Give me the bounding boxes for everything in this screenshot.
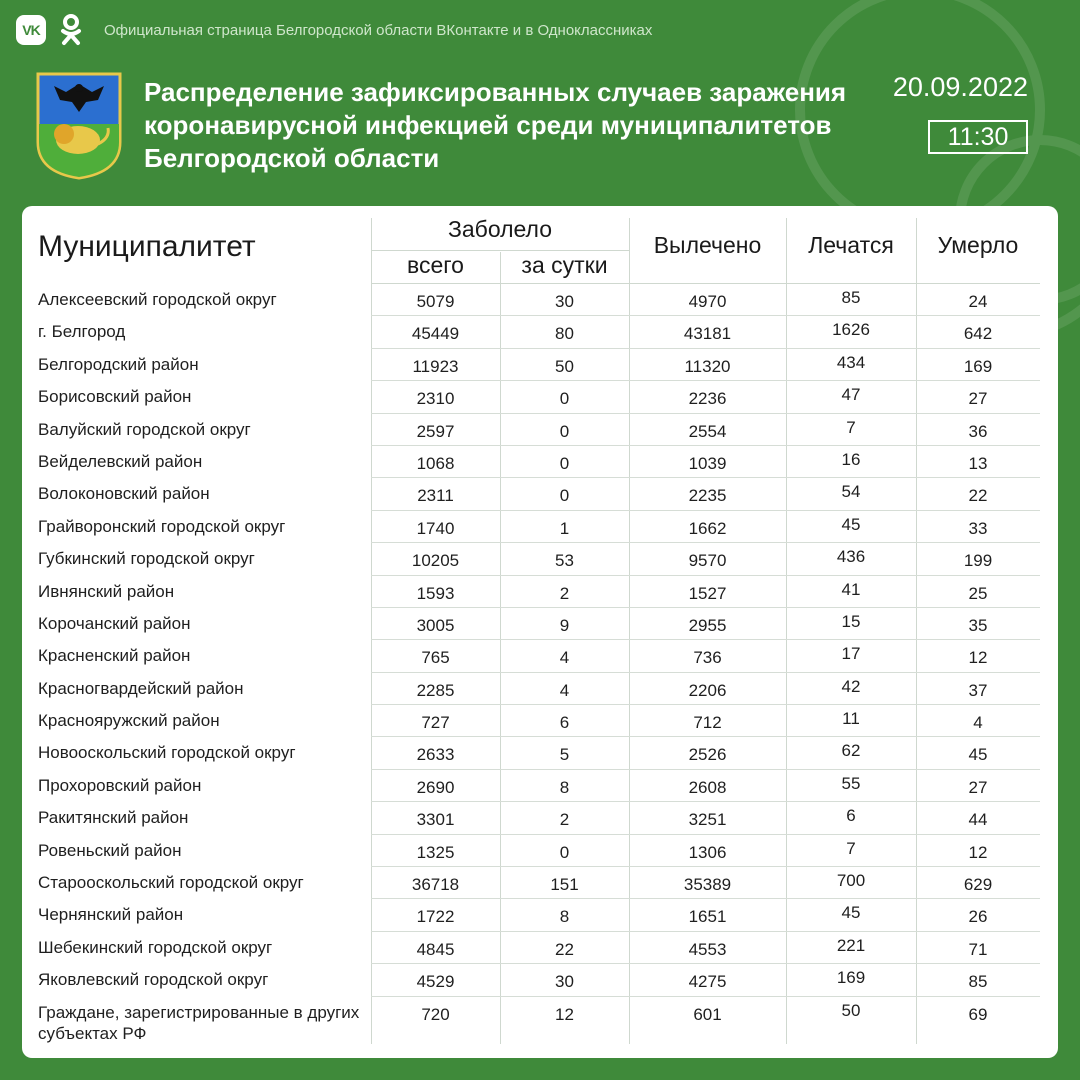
cell-died: 44 <box>968 810 988 830</box>
cell-recovered: 1651 <box>688 907 727 927</box>
cell-died: 642 <box>963 324 993 344</box>
col-recovered: Вылечено <box>653 232 762 258</box>
cell-municipality: Грайворонский городской округ <box>38 516 286 536</box>
cell-infected-total: 4845 <box>416 939 455 959</box>
header <box>36 72 1046 184</box>
cell-treated: 7 <box>846 417 856 437</box>
cell-municipality: Вейделевский район <box>38 451 203 471</box>
cell-municipality: Прохоровский район <box>38 775 202 795</box>
cell-infected-total: 1740 <box>416 518 455 538</box>
cell-died: 199 <box>963 551 993 571</box>
cell-recovered: 9570 <box>688 551 727 571</box>
vk-icon[interactable]: VK <box>16 15 46 45</box>
cell-municipality: Старооскольский городской округ <box>38 873 304 893</box>
col-infected-total: всего <box>407 252 464 278</box>
cell-recovered: 1662 <box>688 518 727 538</box>
cell-infected-total: 3005 <box>416 615 455 635</box>
cell-treated: 50 <box>841 1000 861 1020</box>
cell-treated: 6 <box>846 806 856 826</box>
cell-infected-total: 1593 <box>416 583 455 603</box>
cell-died: 27 <box>968 777 988 797</box>
table-header <box>22 206 1058 284</box>
cell-treated: 17 <box>841 644 861 664</box>
cell-municipality: Губкинский городской округ <box>38 549 255 569</box>
cell-treated: 47 <box>841 385 861 405</box>
table-row <box>22 770 1058 802</box>
cell-municipality: Шебекинский городской округ <box>38 937 273 957</box>
cell-infected-day: 2 <box>559 583 570 603</box>
cell-died: 22 <box>968 486 988 506</box>
cell-treated: 55 <box>841 773 861 793</box>
cell-recovered: 4275 <box>688 972 727 992</box>
cell-infected-day: 5 <box>559 745 570 765</box>
data-table <box>22 206 1058 1058</box>
cell-died: 13 <box>968 453 988 473</box>
table-row <box>22 446 1058 478</box>
cell-treated: 54 <box>841 482 861 502</box>
cell-treated: 42 <box>841 676 861 696</box>
cell-recovered: 11320 <box>684 356 731 376</box>
cell-municipality: Борисовский район <box>38 387 192 407</box>
cell-recovered: 2235 <box>688 486 727 506</box>
cell-infected-day: 8 <box>559 907 570 927</box>
cell-infected-day: 4 <box>559 648 570 668</box>
table-row <box>22 737 1058 769</box>
cell-municipality: Граждане, зарегистрированные в других субъектах РФ <box>38 1002 360 1043</box>
table-row <box>22 381 1058 413</box>
cell-municipality: Красногвардейский район <box>38 678 244 698</box>
belgorod-crest-icon <box>36 72 122 180</box>
cell-infected-total: 5079 <box>416 292 455 311</box>
cell-infected-total: 2285 <box>416 680 455 700</box>
table-row <box>22 899 1058 931</box>
cell-infected-day: 30 <box>555 972 574 992</box>
cell-infected-day: 0 <box>559 486 570 506</box>
cell-treated: 85 <box>841 288 861 307</box>
cell-infected-total: 11923 <box>412 356 459 376</box>
table-row <box>22 608 1058 640</box>
cell-recovered: 2608 <box>688 777 727 797</box>
cell-infected-total: 2310 <box>416 389 455 409</box>
page-title: Распределение зафиксированных случаев заражения коронавирусной инфекцией среди муниципалитетов Белгородской области <box>144 77 847 173</box>
cell-municipality: Красненский район <box>38 646 191 666</box>
cell-infected-total: 720 <box>421 1004 450 1024</box>
cell-died: 24 <box>968 292 988 311</box>
cell-infected-total: 4529 <box>416 972 455 992</box>
table-row <box>22 543 1058 575</box>
cell-died: 45 <box>968 745 988 765</box>
table-row <box>22 576 1058 608</box>
col-treated: Лечатся <box>808 232 894 258</box>
table-row <box>22 316 1058 348</box>
cell-infected-total: 1325 <box>416 842 455 862</box>
report-time: 11:30 <box>928 120 1028 154</box>
table-row <box>22 349 1058 381</box>
cell-infected-day: 4 <box>559 680 570 700</box>
cell-infected-total: 3301 <box>416 810 455 830</box>
cell-municipality: Ракитянский район <box>38 808 189 828</box>
cell-recovered: 35389 <box>683 875 732 895</box>
cell-treated: 700 <box>836 871 866 891</box>
cell-infected-total: 10205 <box>411 551 460 571</box>
cell-municipality: Новооскольский городской округ <box>38 743 296 763</box>
cell-died: 629 <box>963 875 993 895</box>
cell-recovered: 2955 <box>688 615 727 635</box>
table-row <box>22 478 1058 510</box>
cell-treated: 221 <box>836 935 866 955</box>
cell-municipality: Белгородский район <box>38 354 199 374</box>
cell-infected-day: 12 <box>555 1004 574 1024</box>
table-row <box>22 997 1058 1051</box>
cell-recovered: 736 <box>693 648 722 668</box>
cell-died: 35 <box>968 615 988 635</box>
cell-infected-total: 2633 <box>416 745 455 765</box>
cell-infected-total: 2311 <box>417 486 454 506</box>
cell-infected-day: 6 <box>559 713 570 733</box>
cell-died: 169 <box>963 356 993 376</box>
table-row <box>22 802 1058 834</box>
col-died: Умерло <box>937 232 1019 258</box>
cell-died: 27 <box>968 389 988 409</box>
table-row <box>22 964 1058 996</box>
col-infected: Заболело <box>447 216 553 242</box>
cell-recovered: 2236 <box>688 389 727 409</box>
cell-died: 25 <box>968 583 988 603</box>
table-row <box>22 867 1058 899</box>
cell-municipality: Волоконовский район <box>38 484 210 504</box>
cell-municipality: Яковлевский городской округ <box>38 970 269 990</box>
cell-treated: 434 <box>836 352 866 372</box>
header-divider <box>371 250 629 251</box>
cell-infected-total: 2690 <box>416 777 455 797</box>
cell-infected-total: 727 <box>421 713 450 733</box>
table-row <box>22 284 1058 316</box>
col-municipality: Муниципалитет <box>38 230 256 263</box>
table-row <box>22 705 1058 737</box>
cell-infected-day: 53 <box>555 551 574 571</box>
cell-treated: 62 <box>841 741 861 761</box>
cell-died: 37 <box>968 680 988 700</box>
cell-died: 4 <box>973 713 983 733</box>
social-caption: Официальная страница Белгородской области ВКонтакте и в Одноклассниках <box>104 21 653 39</box>
cell-treated: 45 <box>841 903 861 923</box>
cell-died: 36 <box>968 421 988 441</box>
table-row <box>22 932 1058 964</box>
cell-died: 12 <box>968 648 988 668</box>
cell-infected-day: 22 <box>555 939 574 959</box>
cell-municipality: Корочанский район <box>38 613 191 633</box>
cell-recovered: 4970 <box>688 292 727 311</box>
cell-infected-day: 8 <box>559 777 570 797</box>
cell-infected-total: 2597 <box>416 421 455 441</box>
table-row <box>22 511 1058 543</box>
cell-infected-day: 2 <box>559 810 570 830</box>
cell-treated: 7 <box>846 838 856 858</box>
cell-treated: 11 <box>842 709 860 729</box>
cell-treated: 169 <box>836 968 866 988</box>
cell-municipality: Краснояружский район <box>38 711 220 731</box>
cell-municipality: Алексеевский городской округ <box>38 290 277 309</box>
cell-recovered: 1039 <box>688 453 727 473</box>
cell-infected-day: 0 <box>559 842 570 862</box>
cell-recovered: 3251 <box>688 810 727 830</box>
col-infected-day: за сутки <box>521 252 608 278</box>
cell-treated: 41 <box>841 579 861 599</box>
cell-infected-day: 0 <box>559 453 570 473</box>
social-bar <box>16 12 652 48</box>
table-row <box>22 673 1058 705</box>
cell-infected-day: 9 <box>559 615 570 635</box>
cell-treated: 45 <box>841 514 861 534</box>
cell-recovered: 1527 <box>688 583 727 603</box>
table-body <box>22 284 1058 1051</box>
cell-died: 85 <box>968 972 988 992</box>
cell-infected-total: 1722 <box>416 907 455 927</box>
cell-recovered: 1306 <box>688 842 727 862</box>
cell-infected-day: 1 <box>559 518 570 538</box>
cell-recovered: 712 <box>693 713 722 733</box>
cell-recovered: 2554 <box>688 421 727 441</box>
cell-recovered: 4553 <box>688 939 727 959</box>
cell-died: 69 <box>968 1004 988 1024</box>
cell-treated: 1626 <box>832 320 870 340</box>
cell-died: 26 <box>968 907 988 927</box>
table-row <box>22 835 1058 867</box>
cell-recovered: 601 <box>693 1004 722 1024</box>
cell-infected-total: 36718 <box>411 875 460 895</box>
cell-died: 33 <box>968 518 988 538</box>
cell-recovered: 2206 <box>688 680 727 700</box>
table-row <box>22 640 1058 672</box>
cell-municipality: г. Белгород <box>38 322 126 342</box>
cell-infected-day: 30 <box>555 292 574 311</box>
cell-infected-day: 50 <box>555 356 574 376</box>
cell-infected-total: 765 <box>421 648 450 668</box>
cell-recovered: 2526 <box>688 745 727 765</box>
table-row <box>22 414 1058 446</box>
cell-municipality: Ровеньский район <box>38 840 182 860</box>
report-date: 20.09.2022 <box>892 72 1028 102</box>
cell-died: 12 <box>968 842 988 862</box>
cell-infected-day: 80 <box>555 324 574 344</box>
cell-municipality: Ивнянский район <box>38 581 175 601</box>
cell-treated: 436 <box>836 547 866 567</box>
cell-infected-day: 0 <box>559 389 570 409</box>
cell-infected-total: 1068 <box>416 453 455 473</box>
cell-municipality: Валуйский городской округ <box>38 419 251 439</box>
ok-icon[interactable] <box>60 14 82 46</box>
cell-died: 71 <box>968 939 988 959</box>
cell-municipality: Чернянский район <box>38 905 184 925</box>
cell-treated: 16 <box>841 449 861 469</box>
cell-infected-total: 45449 <box>411 324 460 344</box>
cell-recovered: 43181 <box>683 324 732 344</box>
cell-infected-day: 151 <box>550 875 579 895</box>
cell-treated: 15 <box>841 611 861 631</box>
cell-infected-day: 0 <box>559 421 570 441</box>
